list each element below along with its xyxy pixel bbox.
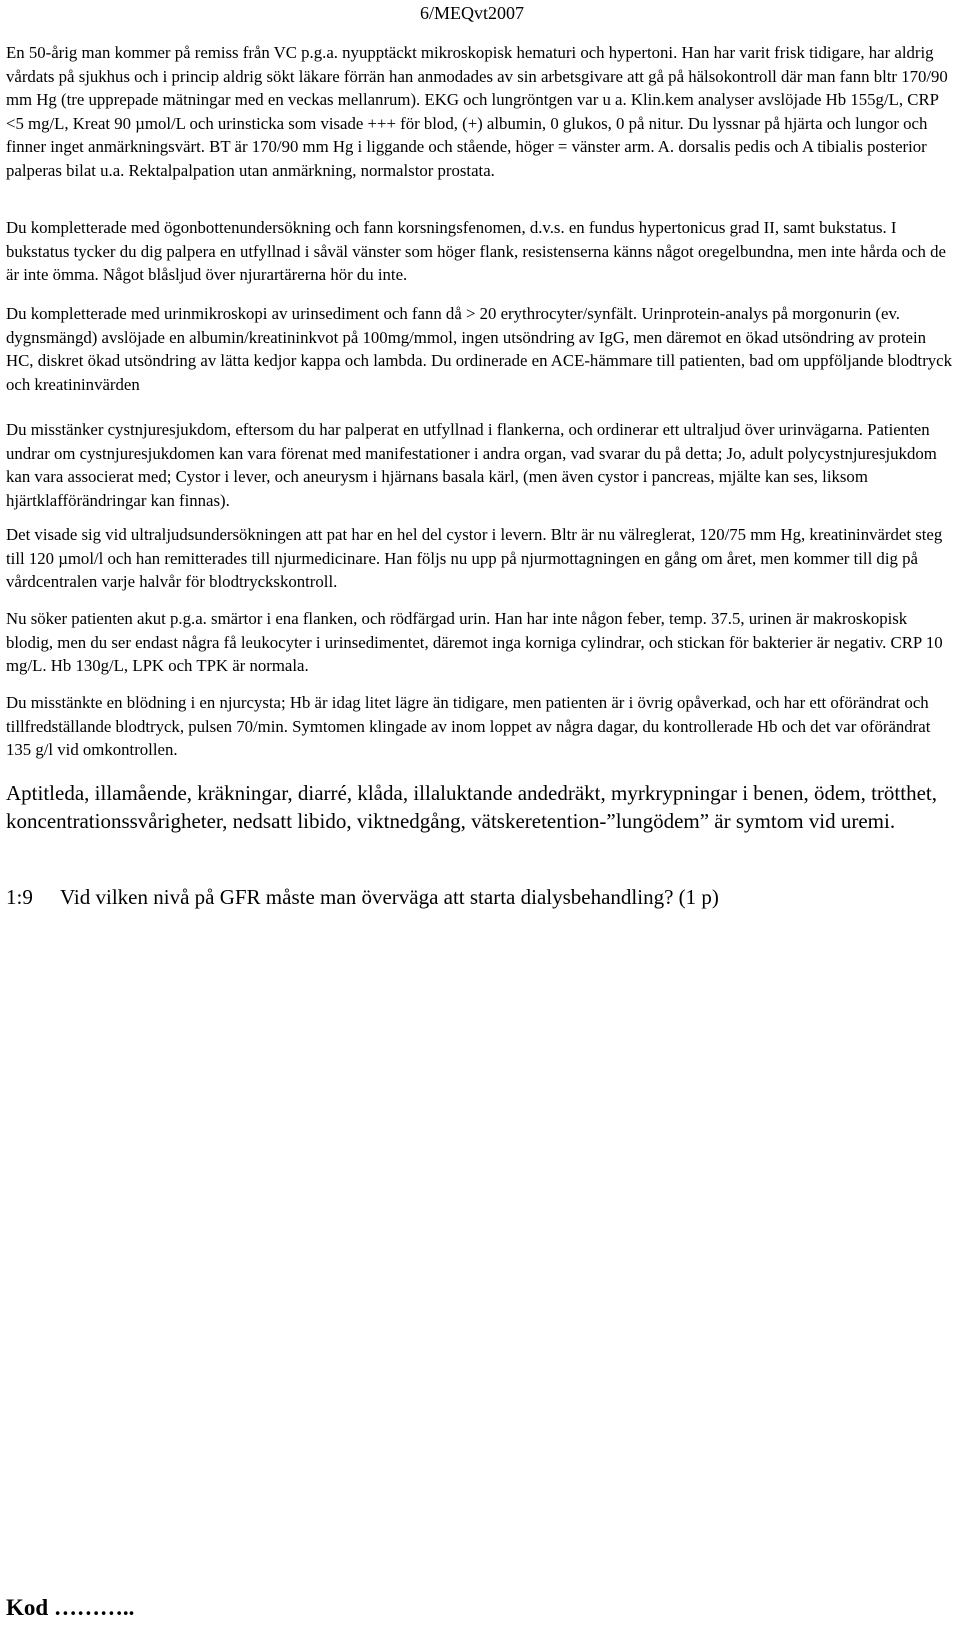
code-field-label: Kod ……….. <box>6 1595 135 1620</box>
case-paragraph-1: En 50-årig man kommer på remiss från VC p.g.a. nyupptäckt mikroskopisk hematuri och hypertoni. Han har varit frisk tidigare, har aldrig vårdats på sjukhus och i princip aldrig sökt läkare förrän han anmodades av sin arbetsgivare att gå på hälsokontroll där man fann bltr 170/90 mm Hg (tre upprepade mätningar med en veckas mellanrum). EKG och lungröntgen var u a. Klin.kem analyser avslöjade Hb 155g/L, CRP <5 mg/L, Kreat 90 µmol/L och urinsticka som visade +++ för blod, (+) albumin, 0 glukos, 0 på nitur. Du lyssnar på hjärta och lungor och finner inget anmärkningsvärt. BT är 170/90 mm Hg i liggande och stående, höger = vänster arm. A. dorsalis pedis och A tibialis posterior palperas bilat u.a. Rektalpalpation utan anmärkning, normalstor prostata. <box>6 43 948 180</box>
case-paragraph-5: Det visade sig vid ultraljudsundersökningen att pat har en hel del cystor i levern. Bltr är nu välreglerat, 120/75 mm Hg, kreatininvärdet steg till 120 µmol/l och han remitterades till njurmedicinare. Han följs nu upp på njurmottagningen en gång om året, men kommer till dig på vårdcentralen varje halvår för blodtryckskontroll. <box>6 525 943 591</box>
uremia-symptoms-answer: Aptitleda, illamående, kräkningar, diarré, klåda, illaluktande andedräkt, myrkrypningar i benen, ödem, trötthet, koncentrationssvårigheter, nedsatt libido, viktnedgång, vätskeretention-”lungödem” är symtom vid uremi. <box>6 781 938 833</box>
case-paragraph-6: Nu söker patienten akut p.g.a. smärtor i ena flanken, och rödfärgad urin. Han har inte någon feber, temp. 37.5, urinen är makroskopisk blodig, men du ser endast några få leukocyter i urinsedimentet, däremot inga korniga cylindrar, och stickan för bakterier är negativ. CRP 10 mg/L. Hb 130g/L, LPK och TPK är normala. <box>6 609 943 675</box>
case-paragraph-4: Du misstänker cystnjuresjukdom, eftersom du har palperat en utfyllnad i flankerna, och ordinerar ett ultraljud över urinvägarna. Patienten undrar om cystnjuresjukdomen kan vara förenat med manifestationer i andra organ, vad svarar du på detta; Jo, adult polycystnjuresjukdom kan vara associerat med; Cystor i lever, och aneurysm i hjärnans basala kärl, (men även cystor i pancreas, mjälte kan ses, liksom hjärtklafförändringar kan finnas). <box>6 420 937 510</box>
exam-code: 6/MEQvt2007 <box>420 3 525 23</box>
question <box>6 883 954 911</box>
case-paragraph-7: Du misstänkte en blödning i en njurcysta; Hb är idag litet lägre än tidigare, men patienten är i övrig opåverkad, och har ett oförändrat och tillfredställande blodtryck, pulsen 70/min. Symtomen klingade av inom loppet av några dagar, du kontrollerade Hb och det var oförändrat 135 g/l vid omkontrollen. <box>6 693 931 759</box>
question-number: 1:9 <box>6 885 33 909</box>
case-paragraph-3: Du kompletterade med urinmikroskopi av urinsediment och fann då > 20 erythrocyter/synfält. Urinprotein-analys på morgonurin (ev. dygnsmängd) avslöjade en albumin/kreatininkvot på 100mg/mmol, ingen utsöndring av IgG, men däremot en ökad utsöndring av protein HC, diskret ökad utsöndring av lätta kedjor kappa och lambda. Du ordinerade en ACE-hämmare till patienten, bad om uppföljande blodtryck och kreatininvärden <box>6 304 953 394</box>
case-paragraph-2: Du kompletterade med ögonbottenundersökning och fann korsningsfenomen, d.v.s. en fundus hypertonicus grad II, samt bukstatus. I bukstatus tycker du dig palpera en utfyllnad i såväl vänster som höger flank, resistenserna känns något oregelbundna, men inte hårda och de är inte ömma. Något blåsljud över njurartärerna hör du inte. <box>6 218 946 284</box>
question-text: Vid vilken nivå på GFR måste man överväga att starta dialysbehandling? (1 p) <box>60 885 719 909</box>
